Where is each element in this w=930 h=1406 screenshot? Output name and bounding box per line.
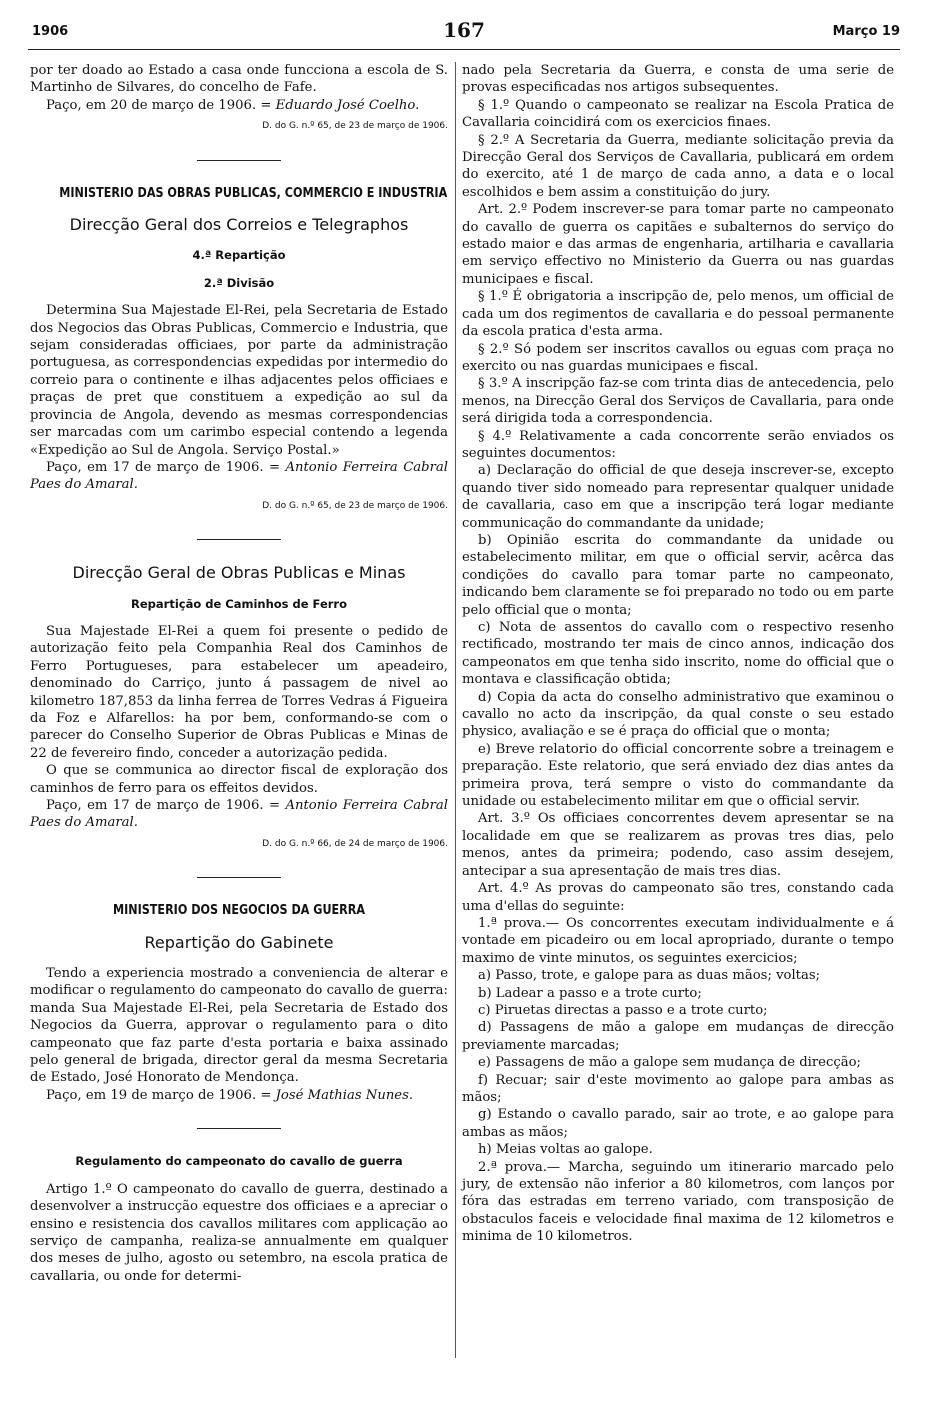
regulation-paragraph: § 4.º Relativamente a cada concorrente serão enviados os seguintes documentos: (462, 428, 894, 461)
directorate-heading: Repartição do Gabinete (144, 932, 334, 952)
regulation-paragraph: 1.ª prova.— Os concorrentes executam individualmente e á vontade em picadeiro ou em local apropriado, durante o tempo maximo de vinte minutos, os seguintes exercicios; (462, 915, 894, 966)
decree-text: Sua Majestade El-Rei a quem foi presente o pedido de autorização feito pela Companhia Real dos Caminhos de Ferro Portugueses, para estabelecer um apeadeiro, denominado do Carriço, junto á passagem de nivel ao kilometro 187,853 da linha ferrea de Torres Vedras á Figueira da Foz e Alfarellos: ha por bem, conformando-se com o parecer do Conselho Superior de Obras Publicas e Minas de 22 de fevereiro findo, conceder a autorização pedida. (30, 623, 448, 761)
page-header (28, 18, 900, 48)
regulation-paragraph: § 2.º A Secretaria da Guerra, mediante solicitação previa da Direcção Geral dos Serviços de Cavallaria, publicará em ordem do exercito, até 1 de março de cada anno, a data e o local escolhidos e bem assim a constituição do jury. (462, 132, 894, 200)
divider (197, 877, 281, 878)
regulation-paragraph: a) Declaração do official de que deseja inscrever-se, excepto quando tiver sido nomeado para representar qualquer unidade de cavallaria, caso em que a inscripção terá logar mediante communicação do commandante da unidade; (462, 463, 894, 531)
right-column (462, 62, 894, 1246)
directorate-heading: Direcção Geral dos Correios e Telegraphos (69, 215, 409, 235)
regulation-paragraph: c) Nota de assentos do cavallo com o respectivo resenho rectificado, mostrando ter mais de cinco annos, indicação dos campeonatos em que tenha sido inscrito, nome do official que o montava e classificação obtida; (462, 620, 894, 688)
column-separator (455, 62, 456, 1358)
regulation-paragraph: c) Piruetas directas a passo e a trote curto; (478, 1002, 768, 1018)
intro-signature: Paço, em 20 de março de 1906. = Eduardo José Coelho. (46, 97, 420, 113)
header-year: 1906 (32, 24, 69, 39)
regulation-paragraph: f) Recuar; sair d'este movimento ao galope para ambas as mãos; (462, 1072, 894, 1105)
header-date: Março 19 (832, 24, 900, 39)
decree-text: Tendo a experiencia mostrado a conveniencia de alterar e modificar o regulamento do campeonato do cavallo de guerra: manda Sua Majestade El-Rei, pela Secretaria de Estado dos Negocios da Guerra, approvar o regulamento para o dito campeonato que faz parte d'esta portaria e baixa assinado pelo general de brigada, director geral da mesma Secretaria de Estado, José Honorato de Mendonça. (30, 966, 448, 1086)
intro-ref: D. do G. n.º 65, de 23 de março de 1906. (262, 121, 448, 132)
regulation-paragraph: g) Estando o cavallo parado, sair ao trote, e ao galope para ambas as mãos; (462, 1107, 894, 1140)
regulation-paragraph: h) Meias voltas ao galope. (478, 1142, 653, 1158)
left-column (30, 62, 448, 1285)
regulation-paragraph: d) Passagens de mão a galope em mudanças de direcção previamente marcadas; (462, 1020, 894, 1053)
regulation-paragraph: § 1.º Quando o campeonato se realizar na Escola Pratica de Cavallaria coincidirá com os exercicios finaes. (462, 97, 894, 131)
repartition-heading: Repartição de Caminhos de Ferro (131, 596, 347, 611)
regulation-title: Regulamento do campeonato do cavallo de guerra (75, 1154, 403, 1169)
decree-signature: Paço, em 19 de março de 1906. = José Mathias Nunes. (46, 1087, 414, 1103)
decree-text: Determina Sua Majestade El-Rei, pela Secretaria de Estado dos Negocios das Obras Publicas, Commercio e Industria, que sejam consideradas officiaes, por parte da administração portuguesa, as correspondencias expedidas por intermedio do correio para o continente e ilhas adjacentes pelos officiaes e praças de pret que constituem a expedição ao sul da provincia de Angola, devendo as mesmas correspondencias ser marcadas com um carimbo especial contendo a legenda «Expedição ao Sul de Angola. Serviço Postal.» (30, 303, 448, 458)
regulation-paragraph: Art. 3.º Os officiaes concorrentes devem apresentar se na localidade em que se realizarem as provas tres dias, pelo menos, antes da primeira; podendo, caso assim desejem, antecipar a sua apresentação de mais tres dias. (462, 811, 894, 879)
regulation-paragraph: § 1.º É obrigatoria a inscripção de, pelo menos, um official de cada um dos regimentos de cavallaria e do pessoal permanente da escola pratica d'esta arma. (462, 289, 894, 340)
regulation-paragraph: a) Passo, trote, e galope para as duas mãos; voltas; (478, 968, 821, 984)
division-heading: 2.ª Divisão (203, 275, 275, 290)
regulation-paragraph: nado pela Secretaria da Guerra, e consta de uma serie de provas especificadas nos artigos subsequentes. (462, 63, 894, 96)
regulation-paragraph: e) Breve relatorio do official concorrente sobre a treinagem e preparação. Este relatorio, que será enviado dez dias antes da primeira prova, terá sempre o visto do commandante da unidade ou estabelecimento militar em que o official servir. (462, 741, 894, 810)
regulation-paragraph: § 2.º Só podem ser inscritos cavallos ou eguas com praça no exercito ou nas guardas municipaes e fiscal. (462, 341, 894, 374)
regulation-paragraph: 2.ª prova.— Marcha, seguindo um itinerario marcado pelo jury, de extensão não inferior a 80 kilometros, com lanços por fóra das estradas em terreno variado, com transposição de obstaculos faceis e velocidade final maxima de 12 kilometros e minima de 10 kilometros. (462, 1159, 894, 1245)
decree-ref: D. do G. n.º 66, de 24 de março de 1906. (262, 838, 448, 849)
regulation-paragraph: Art. 2.º Podem inscrever-se para tomar parte no campeonato do cavallo de guerra os capitães e subalternos do serviço do estado maior e das armas de engenharia, artilharia e cavallaria em serviço effectivo no Ministerio da Guerra ou nas guardas municipaes e fiscal. (462, 202, 894, 287)
regulation-paragraph: § 3.º A inscripção faz-se com trinta dias de antecedencia, pelo menos, na Direcção Geral dos Serviços de Cavallaria, para onde será dirigida toda a correspondencia. (462, 376, 894, 427)
regulation-paragraph: b) Opinião escrita do commandante da unidade ou estabelecimento militar, em que o official servir, acêrca das condições do cavallo para tomar parte no campeonato, indicando bem claramente se foi preparado no todo ou em parte pelo official que o monta; (462, 532, 894, 618)
ministry-heading: MINISTERIO DAS OBRAS PUBLICAS, COMMERCIO E INDUSTRIA (59, 185, 448, 201)
intro-text: por ter doado ao Estado a casa onde funcciona a escola de S. Martinho de Silvares, do concelho de Fafe. (30, 63, 448, 96)
decree-signature: Paço, em 17 de março de 1906. = Antonio Ferreira Cabral Paes do Amaral. (30, 459, 448, 493)
regulation-paragraph: Art. 4.º As provas do campeonato são tres, constando cada uma d'ellas do seguinte: (462, 881, 894, 914)
article-text: Artigo 1.º O campeonato do cavallo de guerra, destinado a desenvolver a instrucção equestre dos officiaes e a apreciar o ensino e resistencia dos cavallos militares com applicação ao serviço de campanha, realiza-se annualmente em qualquer dos meses de julho, agosto ou setembro, na escola pratica de cavallaria, ou onde for determi- (30, 1181, 448, 1284)
divider (197, 1128, 281, 1129)
header-rule (28, 49, 900, 50)
decree-text: O que se communica ao director fiscal de exploração dos caminhos de ferro para os effeitos devidos. (30, 763, 448, 796)
regulation-paragraph: d) Copia da acta do conselho administrativo que examinou o cavallo no acto da inscripção, da qual conste o seu estado physico, avaliação e se é praça do official que o monta; (462, 689, 894, 740)
repartition-heading: 4.ª Repartição (192, 248, 286, 263)
regulation-paragraph: b) Ladear a passo e a trote curto; (478, 985, 702, 1001)
decree-signature: Paço, em 17 de março de 1906. = Antonio Ferreira Cabral Paes do Amaral. (30, 798, 448, 831)
divider (197, 160, 281, 161)
regulation-paragraph: e) Passagens de mão a galope sem mudança de direcção; (478, 1055, 861, 1071)
divider (197, 539, 281, 540)
directorate-heading: Direcção Geral de Obras Publicas e Minas (72, 563, 406, 583)
ministry-heading: MINISTERIO DOS NEGOCIOS DA GUERRA (112, 903, 366, 919)
decree-ref: D. do G. n.º 65, de 23 de março de 1906. (262, 500, 448, 511)
page-number: 167 (443, 18, 485, 42)
